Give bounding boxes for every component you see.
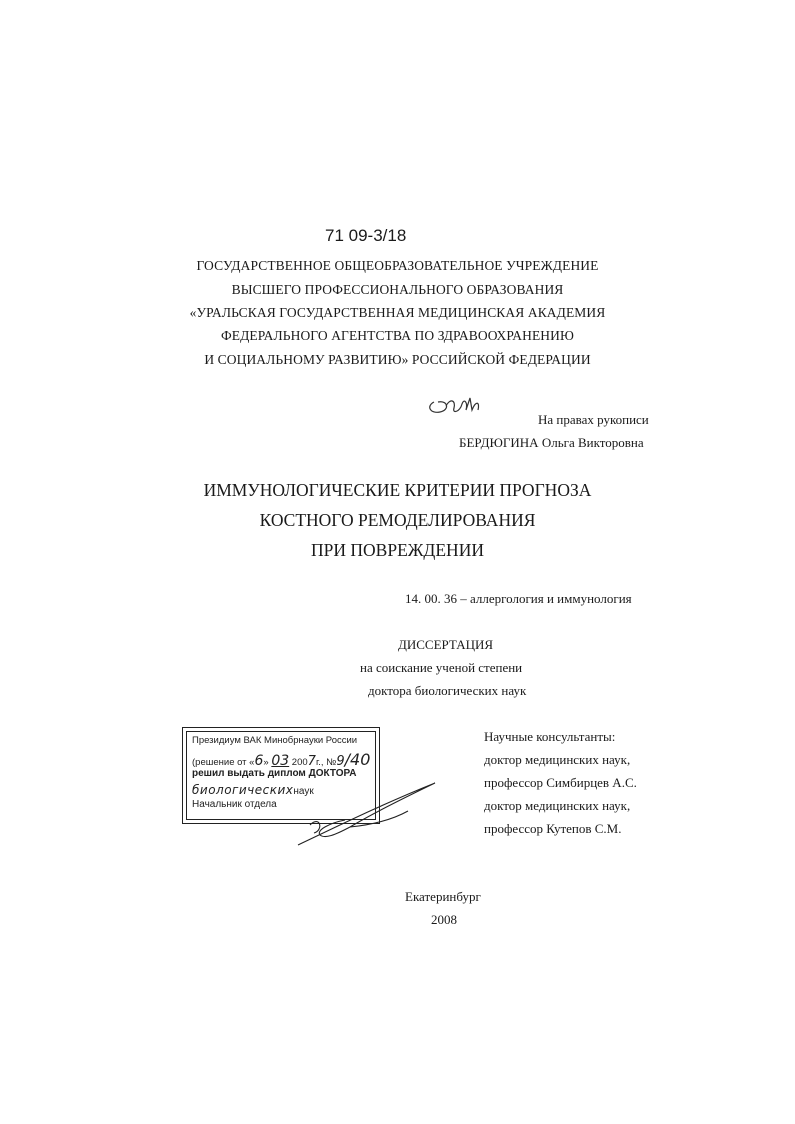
stamp-text: (решение от « xyxy=(192,757,255,768)
stamp-decision-line: (решение от «6» 03 2007г., №9/40 xyxy=(192,750,371,769)
city: Екатеринбург xyxy=(405,889,481,904)
work-type-heading: ДИССЕРТАЦИЯ xyxy=(398,637,494,652)
author-name: БЕРДЮГИНА Ольга Викторовна xyxy=(459,435,644,450)
institution-line: И СОЦИАЛЬНОМУ РАЗВИТИЮ» РОССИЙСКОЙ ФЕДЕРАЦИИ xyxy=(204,352,591,367)
title-line: КОСТНОГО РЕМОДЕЛИРОВАНИЯ xyxy=(259,510,536,530)
institution-line: «УРАЛЬСКАЯ ГОСУДАРСТВЕННАЯ МЕДИЦИНСКАЯ АКАДЕМИЯ xyxy=(189,305,606,320)
stamp-year-digit: 7 xyxy=(307,754,316,769)
work-type-line: на соискание ученой степени xyxy=(360,660,523,675)
official-signature xyxy=(290,775,450,855)
stamp-day: 6 xyxy=(254,753,264,769)
consultants-heading: Научные консультанты: xyxy=(484,729,616,744)
stamp-month: 03 xyxy=(271,753,290,769)
stamp-line: решил выдать диплом ДОКТОРА xyxy=(192,768,357,779)
author-signature xyxy=(424,392,494,422)
consultant-line: доктор медицинских наук, xyxy=(484,752,631,767)
stamp-text: наук xyxy=(293,786,314,797)
stamp-number-suffix: /40 xyxy=(344,750,371,769)
specialty: 14. 00. 36 – аллергология и иммунология xyxy=(405,591,632,606)
registry-code: 71 09-3/18 xyxy=(325,226,407,245)
institution-line: ВЫСШЕГО ПРОФЕССИОНАЛЬНОГО ОБРАЗОВАНИЯ xyxy=(231,282,564,297)
stamp-line: Начальник отдела xyxy=(192,799,277,810)
stamp-text: 200 xyxy=(291,757,308,768)
stamp-field: биологических xyxy=(192,783,294,797)
institution-line: ФЕДЕРАЛЬНОГО АГЕНТСТВА ПО ЗДРАВООХРАНЕНИЮ xyxy=(221,328,574,343)
title-line: ИММУНОЛОГИЧЕСКИЕ КРИТЕРИИ ПРОГНОЗА xyxy=(203,480,592,500)
stamp-text: г., № xyxy=(315,757,337,768)
title-line: ПРИ ПОВРЕЖДЕНИИ xyxy=(311,540,484,560)
institution-line: ГОСУДАРСТВЕННОЕ ОБЩЕОБРАЗОВАТЕЛЬНОЕ УЧРЕЖДЕНИЕ xyxy=(196,258,599,273)
stamp-number: 9 xyxy=(336,754,345,769)
work-type-line: доктора биологических наук xyxy=(368,683,527,698)
year: 2008 xyxy=(431,912,457,927)
consultant-line: профессор Симбирцев А.С. xyxy=(484,775,637,790)
stamp-line: Президиум ВАК Минобрнауки России xyxy=(192,735,358,746)
consultant-line: доктор медицинских наук, xyxy=(484,798,631,813)
consultant-line: профессор Кутепов С.М. xyxy=(484,821,622,836)
manuscript-rights: На правах рукописи xyxy=(538,412,649,427)
